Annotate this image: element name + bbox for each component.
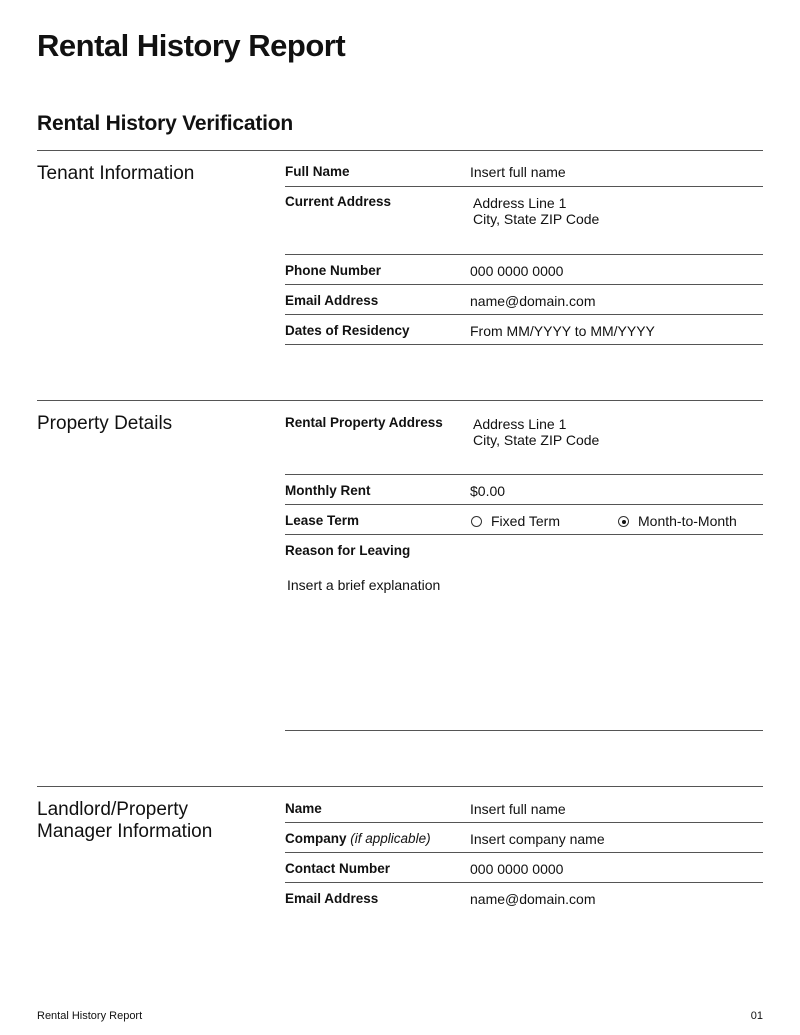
landlord-name-field	[285, 801, 763, 823]
radio-button[interactable]	[471, 516, 482, 527]
landlord-section-title	[37, 799, 212, 843]
landlord-email-field	[285, 891, 763, 912]
landlord-contact-input[interactable]: 000 0000 0000	[470, 861, 564, 877]
document-title: Rental History Report	[37, 28, 346, 63]
lease-term-fixed-option[interactable]	[471, 513, 560, 529]
landlord-company-input[interactable]: Insert company name	[470, 831, 605, 847]
footer-page-number: 01	[750, 1010, 763, 1022]
tenant-current-address-input[interactable]	[473, 195, 599, 227]
address-line-2: City, State ZIP Code	[473, 432, 600, 448]
tenant-email-input[interactable]: name@domain.com	[470, 293, 596, 309]
tenant-residency-field	[285, 323, 763, 345]
reason-for-leaving-field	[285, 543, 763, 731]
section-title-line: Landlord/Property	[37, 799, 189, 820]
landlord-company-field	[285, 831, 763, 853]
field-label: Email Address	[285, 891, 379, 906]
monthly-rent-input[interactable]: $0.00	[470, 483, 506, 499]
section-divider	[37, 786, 763, 787]
document-subtitle: Rental History Verification	[37, 112, 294, 135]
property-address-field	[285, 415, 763, 475]
tenant-full-name-input[interactable]: Insert full name	[470, 164, 566, 180]
radio-label: Fixed Term	[491, 513, 560, 529]
section-divider	[37, 400, 763, 401]
section-divider	[37, 150, 763, 151]
radio-button-selected[interactable]	[618, 516, 629, 527]
field-label: Reason for Leaving	[285, 543, 411, 558]
field-label: Rental Property Address	[285, 415, 443, 430]
footer-document-title: Rental History Report	[37, 1010, 143, 1022]
tenant-current-address-field	[285, 194, 763, 255]
field-label	[285, 831, 431, 847]
field-label: Current Address	[285, 194, 392, 209]
company-label-note: (if applicable)	[350, 831, 431, 846]
field-label: Lease Term	[285, 513, 360, 528]
landlord-contact-field	[285, 861, 763, 883]
lease-term-month-option[interactable]	[618, 513, 737, 529]
radio-label: Month-to-Month	[638, 513, 737, 529]
tenant-phone-input[interactable]: 000 0000 0000	[470, 263, 564, 279]
field-label: Phone Number	[285, 263, 382, 278]
property-address-input[interactable]	[473, 416, 599, 448]
lease-term-field	[285, 513, 763, 535]
tenant-section-title: Tenant Information	[37, 163, 195, 184]
address-line-1: Address Line 1	[473, 195, 567, 211]
property-section-title: Property Details	[37, 413, 173, 434]
monthly-rent-field	[285, 483, 763, 505]
tenant-phone-field	[285, 263, 763, 285]
address-line-2: City, State ZIP Code	[473, 211, 600, 227]
company-label-text: Company	[285, 831, 347, 846]
reason-for-leaving-input[interactable]: Insert a brief explanation	[287, 577, 441, 593]
tenant-email-field	[285, 293, 763, 315]
tenant-residency-input[interactable]: From MM/YYYY to MM/YYYY	[470, 323, 655, 339]
field-label: Email Address	[285, 293, 379, 308]
field-label: Dates of Residency	[285, 323, 410, 338]
section-title-line: Manager Information	[37, 821, 213, 842]
landlord-email-input[interactable]: name@domain.com	[470, 891, 596, 907]
landlord-name-input[interactable]: Insert full name	[470, 801, 566, 817]
field-label: Full Name	[285, 164, 350, 179]
field-label: Monthly Rent	[285, 483, 371, 498]
field-label: Contact Number	[285, 861, 391, 876]
tenant-full-name-field	[285, 164, 763, 187]
field-label: Name	[285, 801, 322, 816]
address-line-1: Address Line 1	[473, 416, 567, 432]
